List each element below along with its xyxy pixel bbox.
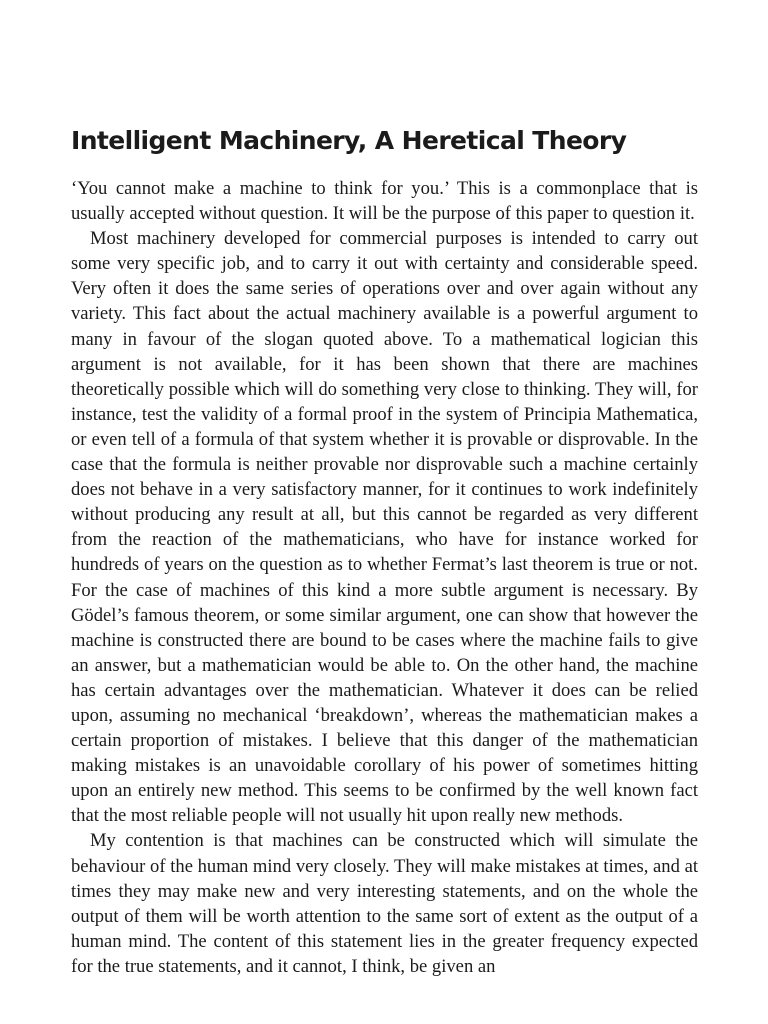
document-page xyxy=(71,0,698,1024)
paragraph-3: My contention is that machines can be constructed which will simulate the behaviour of the human mind very closely. They will make mistakes at times, and at times they may make new and very interesting statements, and on the whole the output of them will be worth attention to the same sort of extent as the output of a human mind. The content of this statement lies in the greater frequency expected for the true statements, and it cannot, I think, be given an xyxy=(71,830,698,977)
paragraph-1: ‘You cannot make a machine to think for you.’ This is a commonplace that is usually accepted without question. It will be the purpose of this paper to question it. xyxy=(71,178,698,225)
article-title: Intelligent Machinery, A Heretical Theory xyxy=(71,126,627,155)
article-body xyxy=(71,176,698,979)
paragraph-2: Most machinery developed for commercial purposes is intended to carry out some very specific job, and to carry it out with certainty and considerable speed. Very often it does the same series of operations over and over again without any variety. This fact about the actual machinery available is a powerful argument to many in favour of the slogan quoted above. To a mathematical logician this argument is not available, for it has been shown that there are machines theoretically possible which will do something very close to thinking. They will, for instance, test the validity of a formal proof in the system of Principia Mathematica, or even tell of a formula of that system whether it is provable or disprovable. In the case that the formula is neither provable nor disprovable such a machine certainly does not behave in a very satisfactory manner, for it continues to work indefinitely without producing any result at all, but this cannot be regarded as very different from the reaction of the mathematicians, who have for instance worked for hundreds of years on the question as to whether Fermat’s last theorem is true or not. For the case of machines of this kind a more subtle argument is necessary. By Gödel’s famous theorem, or some similar argument, one can show that however the machine is constructed there are bound to be cases where the machine fails to give an answer, but a mathematician would be able to. On the other hand, the machine has certain advantages over the mathematician. Whatever it does can be relied upon, assuming no mechanical ‘breakdown’, whereas the mathematician makes a certain proportion of mistakes. I believe that this danger of the mathematician making mistakes is an unavoidable corollary of his power of sometimes hitting upon an entirely new method. This seems to be confirmed by the well known fact that the most reliable people will not usually hit upon really new methods. xyxy=(71,228,698,827)
